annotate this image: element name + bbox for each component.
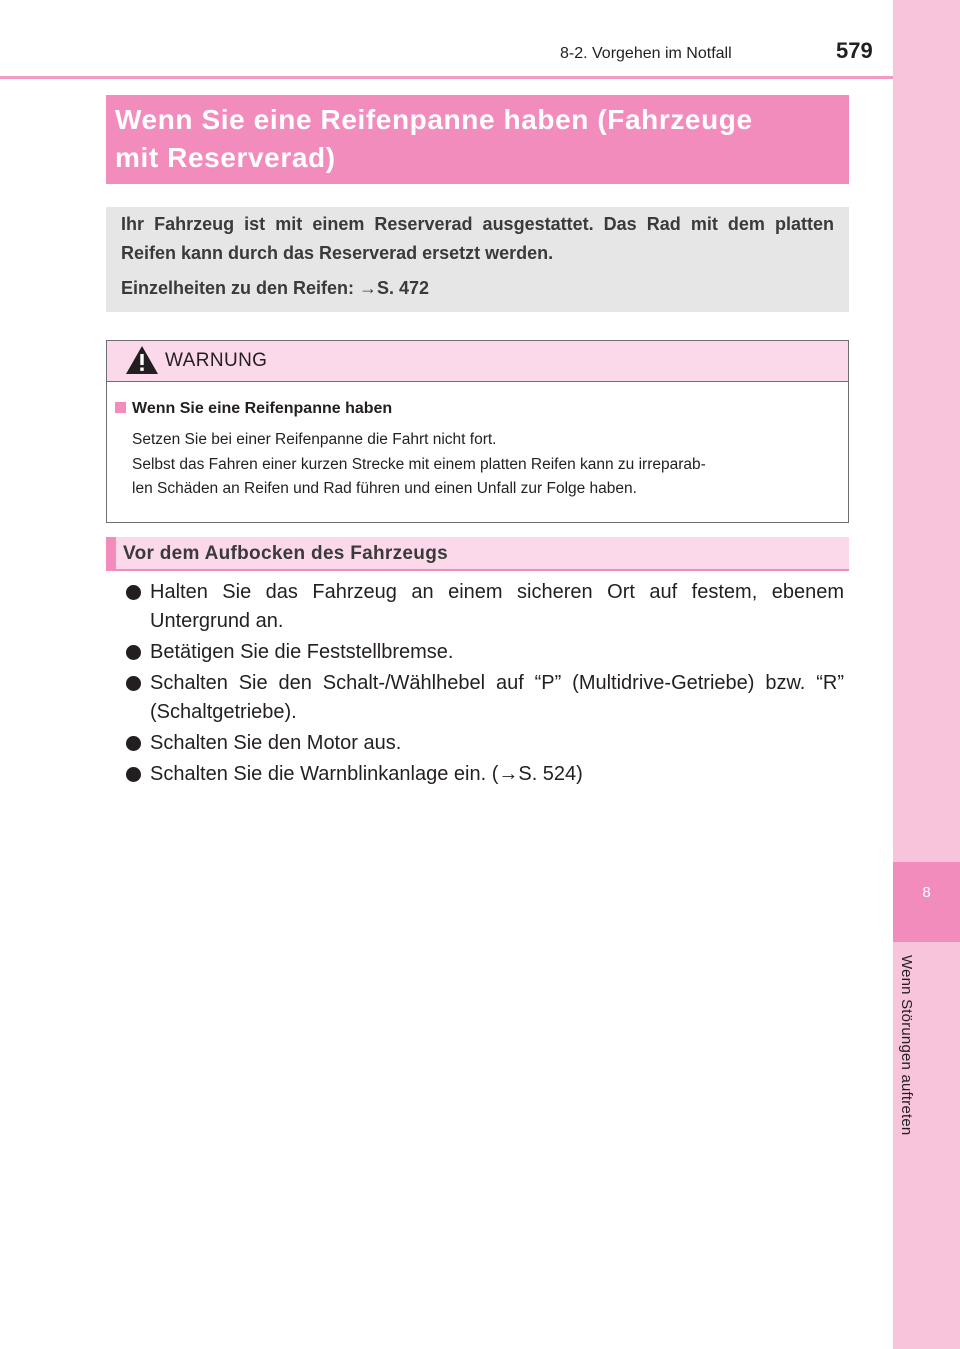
subsection-title: Vor dem Aufbocken des Fahrzeugs bbox=[123, 543, 448, 564]
intro-paragraph: Ihr Fahrzeug ist mit einem Reserverad ausgestattet. Das Rad mit dem platten Reifen kann durch das Reserverad ersetzt werden. bbox=[121, 214, 834, 263]
bullet-dot-icon bbox=[126, 645, 141, 660]
page-title bbox=[115, 101, 840, 177]
page-number: 579 bbox=[836, 38, 873, 63]
list-item-text: Schalten Sie die Warnblinkanlage ein. (→S. 524) bbox=[150, 763, 583, 785]
instruction-list bbox=[124, 578, 844, 791]
bullet-dot-icon bbox=[126, 676, 141, 691]
warning-body bbox=[132, 428, 834, 502]
warning-line-2b: len Schäden an Reifen und Rad führen und einen Unfall zur Folge haben. bbox=[132, 480, 637, 497]
chapter-title: Wenn Störungen auftreten bbox=[898, 955, 915, 1136]
bullet-dot-icon bbox=[126, 736, 141, 751]
chapter-number: 8 bbox=[922, 884, 931, 901]
list-item bbox=[124, 729, 844, 758]
warning-box bbox=[106, 340, 849, 523]
list-item bbox=[124, 669, 844, 727]
page-title-box bbox=[106, 95, 849, 184]
intro-box bbox=[106, 207, 849, 312]
chapter-tab[interactable] bbox=[893, 862, 960, 942]
section-reference: 8-2. Vorgehen im Notfall bbox=[560, 45, 732, 62]
list-item-text: Schalten Sie den Schalt-/Wählhebel auf “P” (Multidrive-Getriebe) bzw. “R” (Schaltgetriebe). bbox=[150, 672, 844, 723]
warning-line-2a: Selbst das Fahren einer kurzen Strecke mit einem platten Reifen kann zu irreparab- bbox=[132, 455, 706, 473]
intro-reference: Einzelheiten zu den Reifen: →S. 472 bbox=[121, 278, 430, 298]
list-item bbox=[124, 638, 844, 667]
warning-heading bbox=[115, 400, 392, 418]
bullet-dot-icon bbox=[126, 767, 141, 782]
list-item-text: Halten Sie das Fahrzeug an einem sicheren Ort auf festem, ebenem Untergrund an. bbox=[150, 581, 844, 632]
subsection-header bbox=[106, 537, 849, 571]
bullet-dot-icon bbox=[126, 585, 141, 600]
warning-header bbox=[107, 341, 848, 382]
square-bullet-icon bbox=[115, 402, 126, 413]
page-title-line-2: mit Reserverad) bbox=[115, 142, 336, 173]
page-title-line-1: Wenn Sie eine Reifenpanne haben (Fahrzeuge bbox=[115, 104, 753, 135]
warning-triangle-icon bbox=[125, 345, 159, 375]
warning-heading-text: Wenn Sie eine Reifenpanne haben bbox=[132, 400, 393, 417]
list-item bbox=[124, 578, 844, 636]
list-item bbox=[124, 760, 844, 789]
subsection-accent-bar bbox=[106, 537, 116, 571]
header-rule bbox=[0, 76, 893, 79]
warning-label: WARNUNG bbox=[165, 350, 268, 371]
chapter-title-vertical bbox=[898, 955, 928, 1185]
list-item-text: Schalten Sie den Motor aus. bbox=[150, 732, 402, 754]
warning-line-1: Setzen Sie bei einer Reifenpanne die Fahrt nicht fort. bbox=[132, 431, 497, 448]
list-item-text: Betätigen Sie die Feststellbremse. bbox=[150, 641, 454, 663]
